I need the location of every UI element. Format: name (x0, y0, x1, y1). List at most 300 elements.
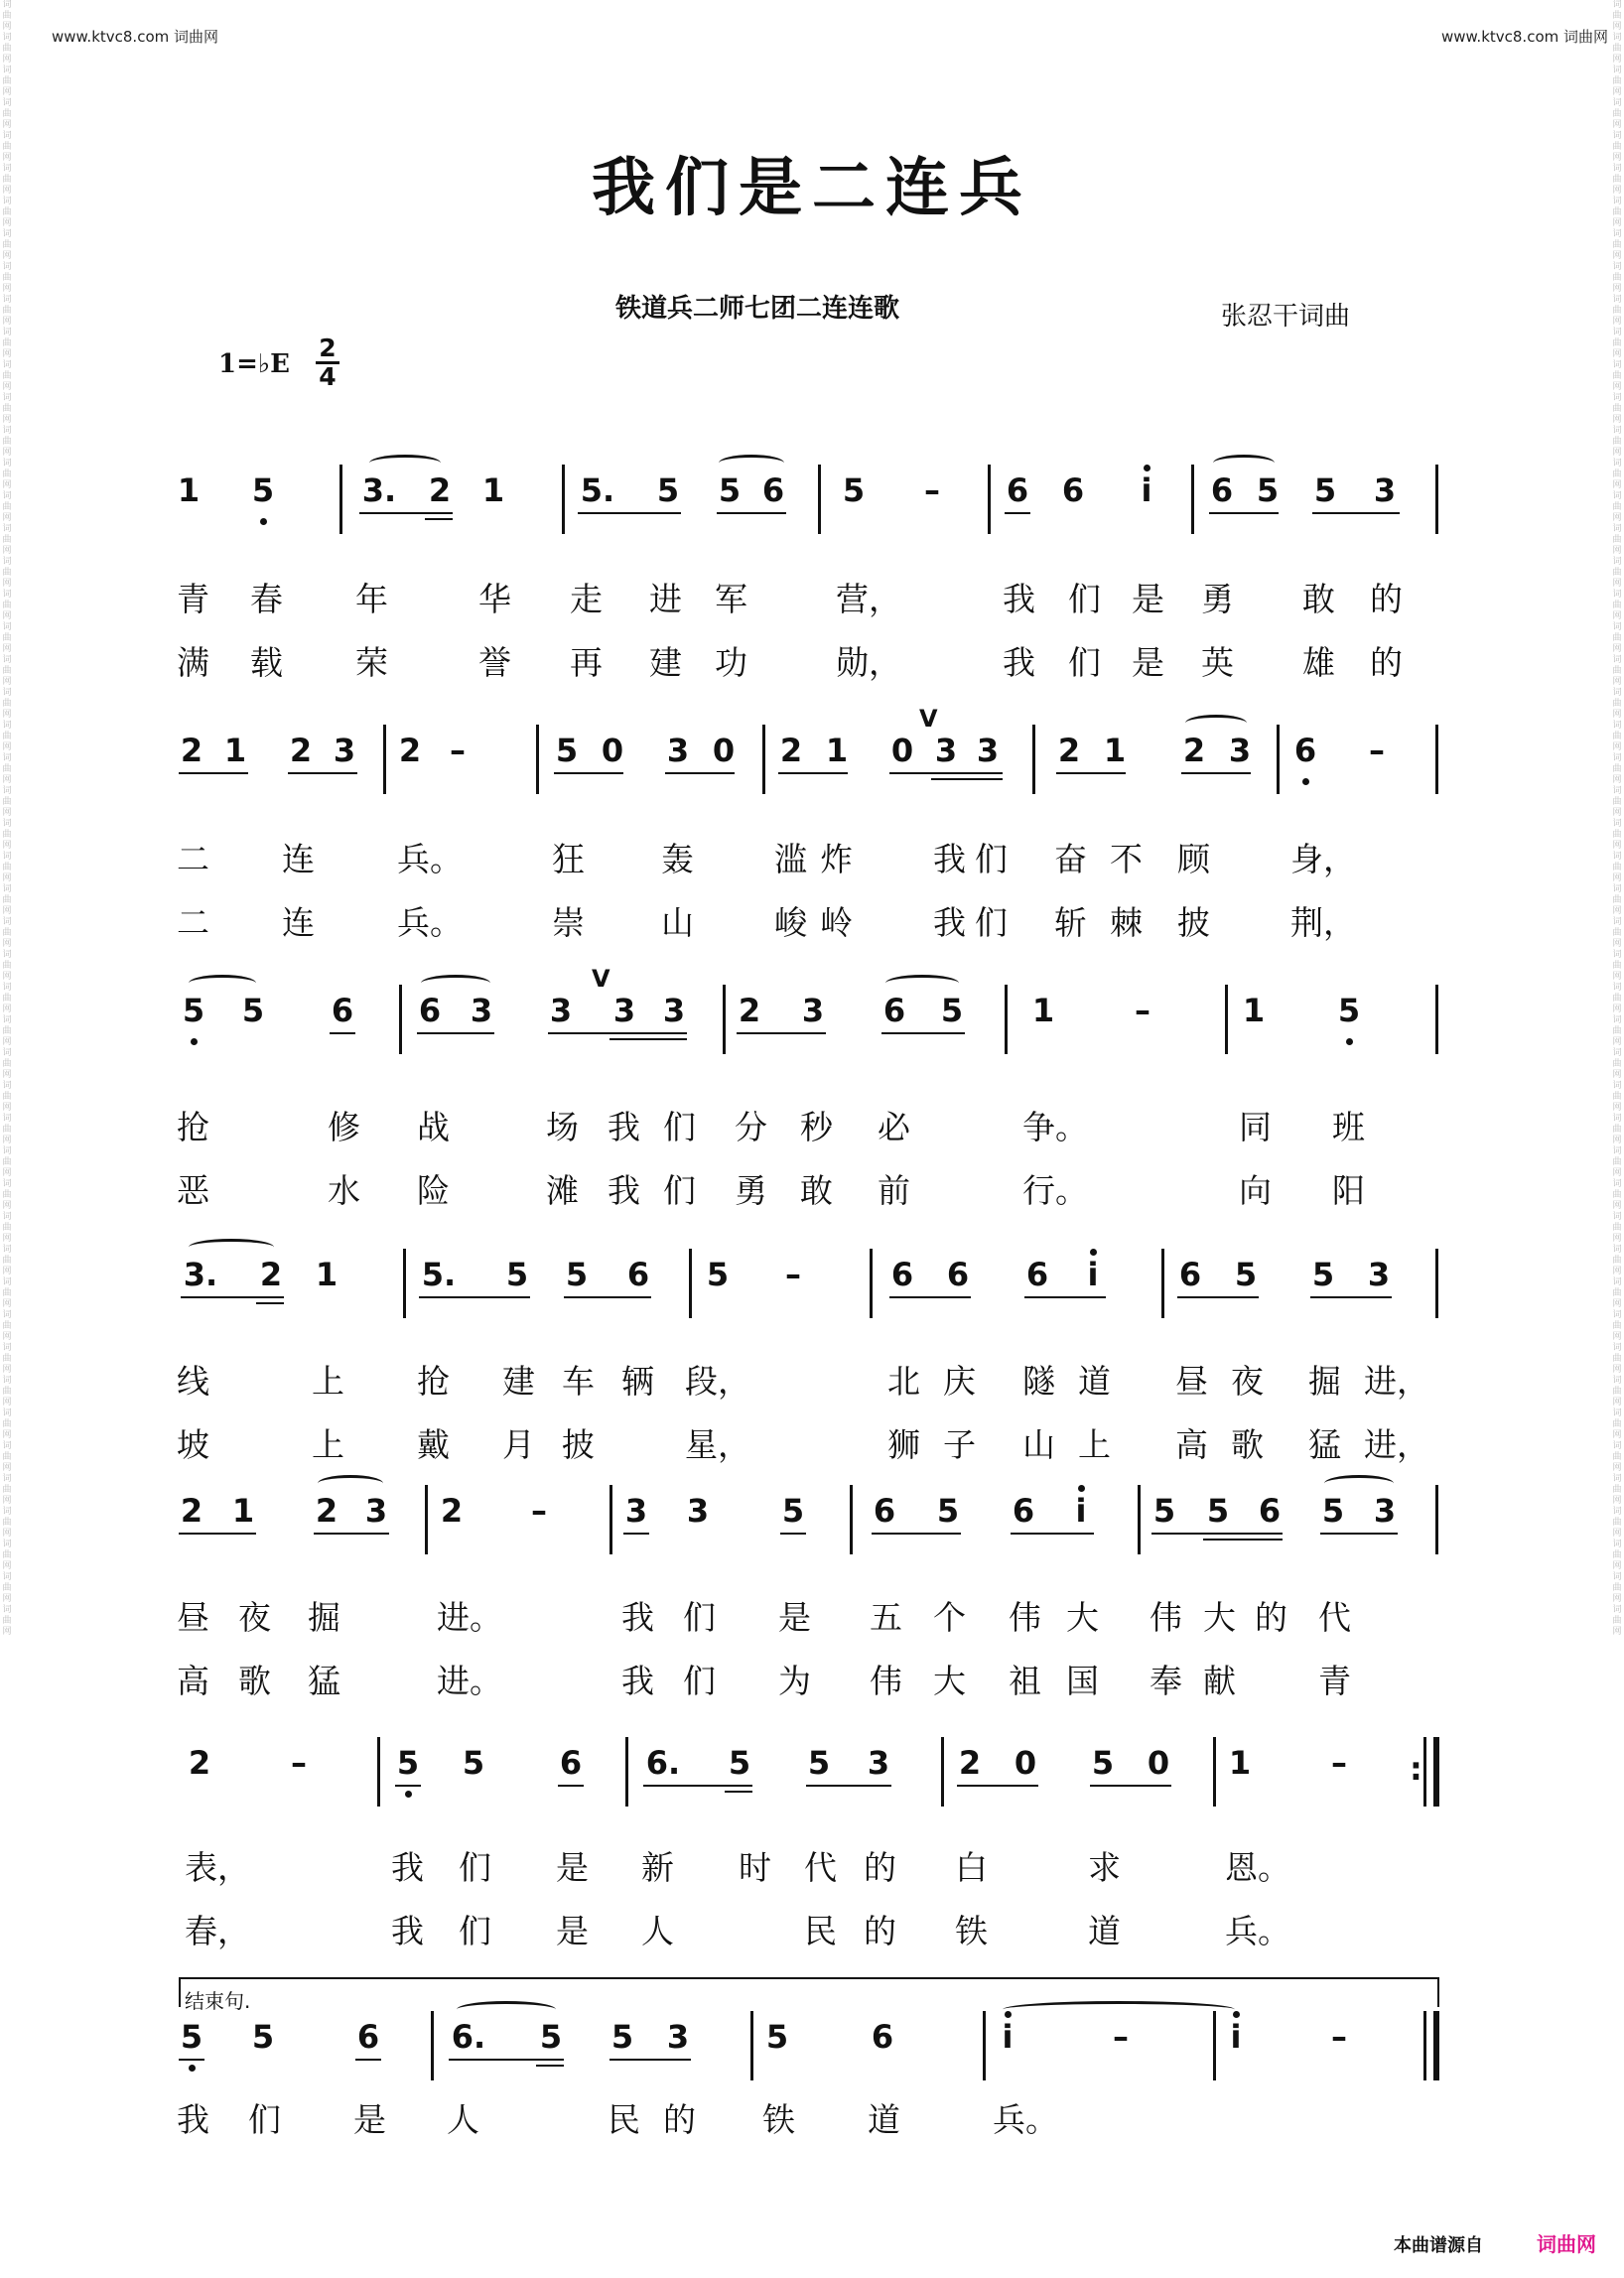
note: 3 (333, 732, 356, 769)
lyric: 春 (250, 580, 283, 618)
note: 6 (1178, 1256, 1202, 1293)
note: 0 (601, 732, 624, 769)
lyric: 行。 (1022, 1171, 1088, 1210)
lyric: 英 (1201, 643, 1234, 682)
lyric: 代 (804, 1848, 837, 1887)
lyric: 是 (1132, 580, 1164, 618)
note: 1 (1031, 992, 1055, 1029)
lyric: 荣 (355, 643, 388, 682)
ending-bracket (179, 1977, 1439, 1999)
note: 5 (1091, 1744, 1115, 1782)
note: 6 (1258, 1492, 1282, 1530)
lyric: 披 (562, 1425, 595, 1464)
lyric: 勋， (836, 643, 901, 682)
note: 3 (867, 1744, 890, 1782)
lyric: 营， (836, 580, 901, 618)
lyric: 岭 (820, 903, 853, 942)
lyric: 伟 (870, 1662, 902, 1700)
note: 0 (1147, 1744, 1170, 1782)
note: 5 (718, 471, 742, 509)
song-subtitle: 铁道兵二师七团二连连歌 (615, 294, 900, 324)
lyric: 奉 (1150, 1662, 1182, 1700)
note: 3 (666, 2018, 690, 2056)
lyric: 恶 (177, 1171, 209, 1210)
lyric: 狮 (887, 1425, 920, 1464)
header-left-url: www.ktvc8.com 词曲网 (52, 28, 219, 46)
lyric: 是 (556, 1848, 589, 1887)
note: 6 (1293, 732, 1317, 769)
note: 1 (481, 471, 505, 509)
lyric: 为 (778, 1662, 811, 1700)
lyric: 年 (355, 580, 388, 618)
lyric: 二 (177, 903, 209, 942)
music-row-4 (0, 1249, 1624, 1328)
music-row-2: 2 1 2 3 2 – 5 0 3 0 2 1 0 V 3 3 2 1 2 3 6 – (0, 725, 1624, 804)
note: 1 (315, 1256, 338, 1293)
lyric: 建 (502, 1362, 535, 1401)
footer-source-label: 本曲谱源自 (1394, 2235, 1483, 2256)
lyric: 兵。 (1225, 1912, 1290, 1950)
lyric: 们 (248, 2100, 281, 2139)
lyric: 滥 (774, 840, 807, 878)
note: 5 (842, 471, 866, 509)
note: 5 (1206, 1492, 1230, 1530)
note: – (450, 732, 466, 769)
lyric: 轰 (661, 840, 694, 878)
lyric: 车 (562, 1362, 595, 1401)
lyric: 民 (608, 2100, 640, 2139)
lyric: 的 (1370, 643, 1403, 682)
lyric: 兵。 (397, 903, 463, 942)
note: i (1141, 471, 1152, 509)
lyric: 连 (282, 840, 315, 878)
lyric: 我 (621, 1662, 654, 1700)
note: 3 (1228, 732, 1252, 769)
note: 2 (738, 992, 761, 1029)
note: 3 (624, 1492, 648, 1530)
lyric: 坡 (177, 1425, 209, 1464)
note: 5 (1337, 992, 1361, 1029)
key-signature: 1=♭E (218, 349, 290, 379)
lyric: 的 (864, 1912, 896, 1950)
note: 3 (801, 992, 825, 1029)
lyric: 勇 (1201, 580, 1234, 618)
lyric: 伟 (1009, 1598, 1041, 1637)
lyric: 们 (683, 1598, 716, 1637)
note: 5 (396, 1744, 420, 1782)
lyric: 战 (417, 1108, 450, 1146)
note: 3 (1367, 1256, 1391, 1293)
lyric: 前 (878, 1171, 910, 1210)
lyric: 敢 (1302, 580, 1335, 618)
lyric: 掘 (308, 1598, 340, 1637)
lyric: 祖 (1009, 1662, 1041, 1700)
note: 1 (1228, 1744, 1252, 1782)
lyric: 段， (685, 1362, 750, 1401)
lyric: 的 (1370, 580, 1403, 618)
lyric: 大 (1203, 1598, 1236, 1637)
lyric: 军 (715, 580, 747, 618)
note: 6 (559, 1744, 583, 1782)
note: 5 (728, 1744, 751, 1782)
lyric: 我 (608, 1171, 640, 1210)
lyric: 必 (878, 1108, 910, 1146)
lyric: 誉 (478, 643, 511, 682)
note: 6 (1061, 471, 1085, 509)
note: 3 (976, 732, 1000, 769)
note: – (1135, 992, 1150, 1029)
lyric: 我 (1003, 580, 1035, 618)
lyric: 秒 (800, 1108, 833, 1146)
note: – (1331, 2018, 1347, 2056)
lyric: 辆 (621, 1362, 654, 1401)
lyric: 月 (502, 1425, 535, 1464)
lyric: 们 (975, 840, 1008, 878)
lyric: 们 (1068, 643, 1101, 682)
music-row-1 (0, 465, 1624, 544)
lyric: 勇 (735, 1171, 767, 1210)
note: 6 (871, 2018, 894, 2056)
note: 5 (1311, 1256, 1335, 1293)
note: 3. (361, 471, 397, 509)
note: 2 (180, 1492, 203, 1530)
time-signature-top: 2 (319, 334, 337, 362)
note: – (531, 1492, 547, 1530)
note: 2 (180, 732, 203, 769)
note: 2 (315, 1492, 338, 1530)
note: 5 (936, 1492, 960, 1530)
lyric: 炸 (820, 840, 853, 878)
lyric: 们 (975, 903, 1008, 942)
note: 6 (882, 992, 906, 1029)
lyric: 民 (804, 1912, 837, 1950)
note: 6 (626, 1256, 650, 1293)
lyric: 奋 (1054, 840, 1087, 878)
note: 3 (666, 732, 690, 769)
lyric: 峻 (774, 903, 807, 942)
lyric: 们 (663, 1171, 696, 1210)
lyric: 连 (282, 903, 315, 942)
lyric: 人 (447, 2100, 479, 2139)
lyric: 进 (649, 580, 682, 618)
lyric: 庆 (943, 1362, 976, 1401)
note: 5 (555, 732, 579, 769)
lyric: 猛 (1308, 1425, 1341, 1464)
lyric: 班 (1332, 1108, 1365, 1146)
note: – (1331, 1744, 1347, 1782)
lyric: 争。 (1022, 1108, 1088, 1146)
lyric: 走 (570, 580, 603, 618)
note: 5 (656, 471, 680, 509)
lyric: 抢 (177, 1108, 209, 1146)
lyric: 上 (312, 1362, 344, 1401)
lyric: 们 (459, 1912, 491, 1950)
lyric: 隧 (1022, 1362, 1055, 1401)
note: 6 (1006, 471, 1029, 509)
lyric: 雄 (1302, 643, 1335, 682)
lyric: 抢 (417, 1362, 450, 1401)
lyric: 求 (1088, 1848, 1121, 1887)
note: 2 (958, 1744, 982, 1782)
lyric: 我 (933, 903, 966, 942)
lyric: 山 (661, 903, 694, 942)
song-title: 我们是二连兵 (592, 151, 1032, 225)
lyric: 棘 (1110, 903, 1143, 942)
music-row-7 (0, 2011, 1624, 2090)
lyric: 进。 (437, 1598, 502, 1637)
lyric: 代 (1318, 1598, 1351, 1637)
lyric: 进， (1364, 1362, 1429, 1401)
composer-credit: 张忍干词曲 (1221, 302, 1351, 332)
lyric: 再 (570, 643, 603, 682)
note: 6 (356, 2018, 380, 2056)
lyric: 顾 (1177, 840, 1210, 878)
lyric: 五 (870, 1598, 902, 1637)
note: 6. (645, 1744, 681, 1782)
lyric: 个 (933, 1598, 966, 1637)
lyric: 是 (353, 2100, 386, 2139)
lyric: 时 (739, 1848, 771, 1887)
note: 5 (539, 2018, 563, 2056)
note: 5 (1152, 1492, 1176, 1530)
note: i (1002, 2018, 1014, 2056)
lyric: 披 (1177, 903, 1210, 942)
lyric: 同 (1239, 1108, 1272, 1146)
lyric: 们 (459, 1848, 491, 1887)
lyric: 崇 (552, 903, 585, 942)
left-watermark-strip: 词曲网词曲网词曲网词曲网词曲网词曲网词曲网词曲网词曲网词曲网词曲网词曲网词曲网词曲网词曲网词曲网词曲网词曲网词曲网词曲网词曲网词曲网词曲网词曲网词曲网词曲网词曲网词曲网词曲网词曲网词曲网词曲网词曲网词曲网词曲网词曲网词曲网词曲网词曲网词曲网词曲网词曲网词曲网词曲网词曲网词曲网词曲网词曲网词曲网词曲网 (2, 0, 12, 1637)
lyric: 二 (177, 840, 209, 878)
lyric: 身， (1290, 840, 1356, 878)
note: 6 (1025, 1256, 1049, 1293)
note: 5. (580, 471, 615, 509)
lyric: 斩 (1054, 903, 1087, 942)
note: 3 (686, 1492, 710, 1530)
lyric: 子 (943, 1425, 976, 1464)
note: 6 (946, 1256, 970, 1293)
note: 2 (428, 471, 452, 509)
lyric: 歌 (1231, 1425, 1264, 1464)
lyric: 国 (1066, 1662, 1099, 1700)
note: 1 (1103, 732, 1127, 769)
note: 5 (251, 471, 275, 509)
note: 5 (1234, 1256, 1258, 1293)
note: 5 (765, 2018, 789, 2056)
lyric: 山 (1022, 1425, 1055, 1464)
note: 5. (421, 1256, 457, 1293)
note: 5 (610, 2018, 634, 2056)
lyric: 新 (641, 1848, 674, 1887)
note: 6 (761, 471, 785, 509)
lyric: 我 (391, 1848, 424, 1887)
lyric: 满 (177, 643, 209, 682)
note: 2 (1182, 732, 1206, 769)
note: – (291, 1744, 307, 1782)
note: 3 (1373, 471, 1397, 509)
lyric: 铁 (955, 1912, 988, 1950)
lyric: 水 (328, 1171, 360, 1210)
lyric: 夜 (238, 1598, 271, 1637)
note: – (785, 1256, 801, 1293)
note: 1 (825, 732, 849, 769)
time-signature-bottom: 4 (316, 361, 339, 390)
time-signature (316, 335, 339, 390)
lyric: 昼 (177, 1598, 209, 1637)
note: 3. (183, 1256, 218, 1293)
lyric: 我 (608, 1108, 640, 1146)
note: i (1230, 2018, 1242, 2056)
note: 0 (890, 732, 914, 769)
note: 5 (565, 1256, 589, 1293)
lyric: 们 (1068, 580, 1101, 618)
lyric: 昼 (1175, 1362, 1208, 1401)
lyric: 分 (735, 1108, 767, 1146)
lyric: 大 (933, 1662, 966, 1700)
note: 3 (470, 992, 493, 1029)
lyric: 滩 (546, 1171, 579, 1210)
lyric: 道 (868, 2100, 900, 2139)
note: 5 (505, 1256, 529, 1293)
note: 6 (331, 992, 354, 1029)
lyric: 星， (685, 1425, 750, 1464)
lyric: 道 (1088, 1912, 1121, 1950)
ending-label: 结束句. (185, 1989, 251, 2013)
lyric: 是 (778, 1598, 811, 1637)
note: 6 (873, 1492, 896, 1530)
lyric: 兵。 (993, 2100, 1058, 2139)
lyric: 献 (1203, 1662, 1236, 1700)
music-row-6: 2 – 5 5 6 6. 5 5 3 2 0 5 0 1 – : (0, 1737, 1624, 1816)
right-watermark-strip: 词曲网词曲网词曲网词曲网词曲网词曲网词曲网词曲网词曲网词曲网词曲网词曲网词曲网词曲网词曲网词曲网词曲网词曲网词曲网词曲网词曲网词曲网词曲网词曲网词曲网词曲网词曲网词曲网词曲网词曲网词曲网词曲网词曲网词曲网词曲网词曲网词曲网词曲网词曲网词曲网词曲网词曲网词曲网词曲网词曲网词曲网词曲网词曲网词曲网词曲网 (1612, 0, 1622, 1637)
note: 5 (1313, 471, 1337, 509)
note: 0 (1014, 1744, 1037, 1782)
note: 2 (779, 732, 803, 769)
note: – (1369, 732, 1385, 769)
note: i (1075, 1492, 1087, 1530)
lyric: 向 (1239, 1171, 1272, 1210)
note: 5 (251, 2018, 275, 2056)
lyric: 进。 (437, 1662, 502, 1700)
lyric: 线 (177, 1362, 209, 1401)
note: 2 (289, 732, 313, 769)
lyric: 功 (715, 643, 747, 682)
music-row-5 (0, 1485, 1624, 1564)
note: – (924, 471, 940, 509)
note: 5 (182, 992, 205, 1029)
lyric: 青 (177, 580, 209, 618)
note: 5 (180, 2018, 203, 2056)
note: 3 (549, 992, 573, 1029)
lyric: 场 (546, 1108, 579, 1146)
note: 2 (398, 732, 422, 769)
lyric: 荆， (1290, 903, 1356, 942)
note: 2 (440, 1492, 464, 1530)
lyric: 的 (663, 2100, 696, 2139)
note: 1 (1242, 992, 1266, 1029)
lyric: 铁 (762, 2100, 795, 2139)
lyric: 上 (1078, 1425, 1111, 1464)
note: 2 (1057, 732, 1081, 769)
footer-site-link[interactable]: 词曲网 (1537, 2232, 1596, 2256)
lyric: 戴 (417, 1425, 450, 1464)
lyric: 我 (933, 840, 966, 878)
note: 3 (662, 992, 686, 1029)
lyric: 人 (641, 1912, 674, 1950)
note: 5 (706, 1256, 730, 1293)
lyric: 上 (312, 1425, 344, 1464)
note: 6. (451, 2018, 486, 2056)
lyric: 歌 (238, 1662, 271, 1700)
note: 6 (418, 992, 442, 1029)
lyric: 我 (1003, 643, 1035, 682)
lyric: 华 (478, 580, 511, 618)
note: 5 (1321, 1492, 1345, 1530)
lyric: 伟 (1150, 1598, 1182, 1637)
note: 3 (612, 992, 636, 1029)
lyric: 是 (556, 1912, 589, 1950)
lyric: 恩。 (1225, 1848, 1290, 1887)
note: 1 (223, 732, 247, 769)
lyric: 猛 (308, 1662, 340, 1700)
lyric: 阳 (1332, 1171, 1365, 1210)
note: 6 (1210, 471, 1234, 509)
lyric: 的 (864, 1848, 896, 1887)
lyric: 险 (417, 1171, 450, 1210)
lyric: 我 (621, 1598, 654, 1637)
note: 0 (712, 732, 736, 769)
note: 6 (890, 1256, 914, 1293)
note: 2 (188, 1744, 211, 1782)
lyric: 我 (177, 2100, 209, 2139)
lyric: 载 (250, 643, 283, 682)
note: i (1087, 1256, 1099, 1293)
note: 5 (940, 992, 964, 1029)
lyric: 大 (1066, 1598, 1099, 1637)
header-right-url: www.ktvc8.com 词曲网 (1441, 28, 1609, 46)
lyric: 是 (1132, 643, 1164, 682)
lyric: 春， (185, 1912, 250, 1950)
note: 3 (934, 732, 958, 769)
note: 1 (177, 471, 201, 509)
lyric: 高 (177, 1662, 209, 1700)
lyric: 掘 (1308, 1362, 1341, 1401)
note: 5 (781, 1492, 805, 1530)
lyric: 的 (1255, 1598, 1287, 1637)
note: 2 (259, 1256, 283, 1293)
note: 6 (1012, 1492, 1035, 1530)
lyric: 修 (328, 1108, 360, 1146)
note: – (1113, 2018, 1129, 2056)
lyric: 不 (1110, 840, 1143, 878)
note: 3 (1373, 1492, 1397, 1530)
lyric: 青 (1318, 1662, 1351, 1700)
lyric: 建 (649, 643, 682, 682)
note: 5 (807, 1744, 831, 1782)
music-row-3: 5 5 6 6 3 3 V 3 3 2 3 6 5 1 – 1 5 (0, 985, 1624, 1064)
lyric: 兵。 (397, 840, 463, 878)
lyric: 我 (391, 1912, 424, 1950)
lyric: 敢 (800, 1171, 833, 1210)
lyric: 进， (1364, 1425, 1429, 1464)
lyric: 狂 (552, 840, 585, 878)
lyric: 白 (955, 1848, 988, 1887)
lyric: 夜 (1231, 1362, 1264, 1401)
note: 5 (1256, 471, 1280, 509)
lyric: 表， (185, 1848, 250, 1887)
note: 3 (364, 1492, 388, 1530)
note: 5 (462, 1744, 485, 1782)
lyric: 们 (683, 1662, 716, 1700)
